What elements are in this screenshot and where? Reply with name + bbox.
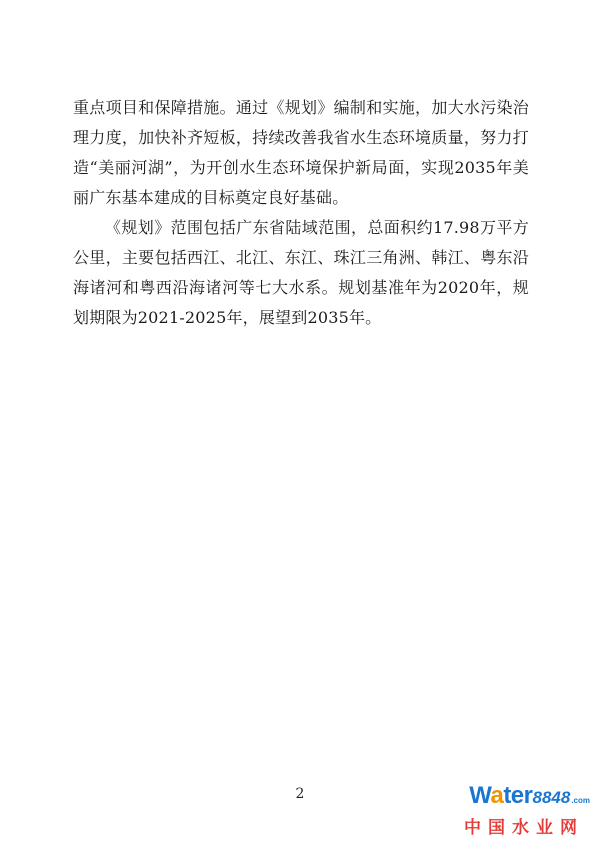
body-text [73,93,529,333]
watermark-a: a [490,782,504,809]
watermark-number: 8848 [532,788,571,807]
watermark-cn-name: 中国水业网 [464,818,584,838]
watermark-suffix: .com [571,796,590,805]
page-number: 2 [295,786,305,802]
watermark-logo [450,782,590,840]
watermark-ter: ter [503,782,533,809]
watermark-water [469,782,532,809]
paragraph-2: 《规划》范围包括广东省陆域范围，总面积约17.98万平方公里，主要包括西江、北江、东江、珠江三角洲、韩江、粤东沿海诸河和粤西沿海诸河等七大水系。规划基准年为2020年，规划期限为2021-2025年，展望到2035年。 [73,218,529,327]
watermark-w: W [469,782,491,809]
paragraph-1: 重点项目和保障措施。通过《规划》编制和实施，加大水污染治理力度，加快补齐短板，持续改善我省水生态环境质量，努力打造“美丽河湖”，为开创水生态环境保护新局面，实现2035年美丽广东基本建成的目标奠定良好基础。 [73,98,529,207]
watermark-brand [469,782,590,810]
